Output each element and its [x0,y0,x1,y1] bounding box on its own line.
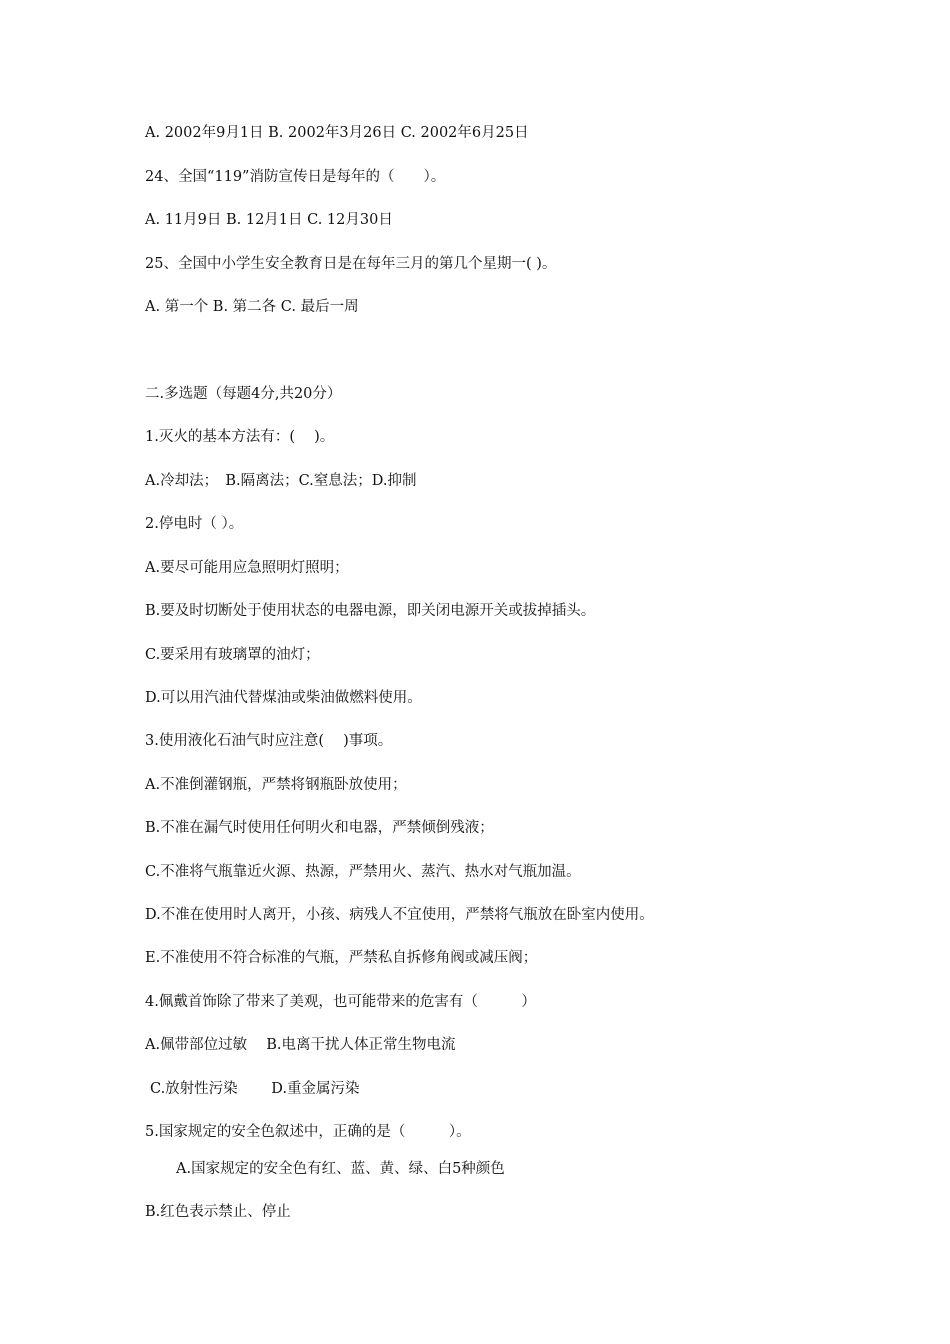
mc3-option-d: D.不准在使用时人离开，小孩、病残人不宜使用，严禁将气瓶放在卧室内使用。 [145,907,654,923]
q24-options: A. 11月9日 B. 12月1日 C. 12月30日 [145,212,393,228]
mc3-option-c: C.不准将气瓶靠近火源、热源，严禁用火、蒸汽、热水对气瓶加温。 [145,864,581,880]
mc2-option-d: D.可以用汽油代替煤油或柴油做燃料使用。 [145,690,422,706]
mc3-option-a: A.不准倒灌钢瓶，严禁将钢瓶卧放使用； [145,777,407,793]
mc1-question: 1.灭火的基本方法有：( )。 [145,429,335,445]
mc5-option-b: B.红色表示禁止、停止 [145,1204,291,1220]
q24-question: 24、全国“119”消防宣传日是每年的（ ）。 [145,169,446,185]
mc4-options-ab: A.佩带部位过敏 B.电离干扰人体正常生物电流 [145,1037,456,1053]
q25-question: 25、全国中小学生安全教育日是在每年三月的第几个星期一( )。 [145,256,557,272]
mc1-options: A.冷却法； B.隔离法；C.窒息法；D.抑制 [145,473,417,489]
mc2-option-b: B.要及时切断处于使用状态的电器电源，即关闭电源开关或拔掉插头。 [145,603,596,619]
mc2-option-a: A.要尽可能用应急照明灯照明； [145,560,349,576]
mc5-question: 5.国家规定的安全色叙述中，正确的是（ ）。 [145,1124,471,1140]
mc2-option-c: C.要采用有玻璃罩的油灯； [145,647,320,663]
mc4-options-cd: C.放射性污染 D.重金属污染 [150,1081,360,1097]
q23-options: A. 2002年9月1日 B. 2002年3月26日 C. 2002年6月25日 [145,125,529,141]
mc3-question: 3.使用液化石油气时应注意( )事项。 [145,733,393,749]
mc3-option-b: B.不准在漏气时使用任何明火和电器，严禁倾倒残液； [145,820,494,836]
mc5-option-a: A.国家规定的安全色有红、蓝、黄、绿、白5种颜色 [176,1161,505,1177]
q25-options: A. 第一个 B. 第二各 C. 最后一周 [145,299,359,315]
mc3-option-e: E.不准使用不符合标准的气瓶，严禁私自拆修角阀或减压阀； [145,950,538,966]
mc2-question: 2.停电时（ ）。 [145,516,244,532]
mc4-question: 4.佩戴首饰除了带来了美观，也可能带来的危害有（ ） [145,994,536,1010]
section-heading-multiple-choice: 二.多选题（每题4分,共20分） [145,386,342,402]
